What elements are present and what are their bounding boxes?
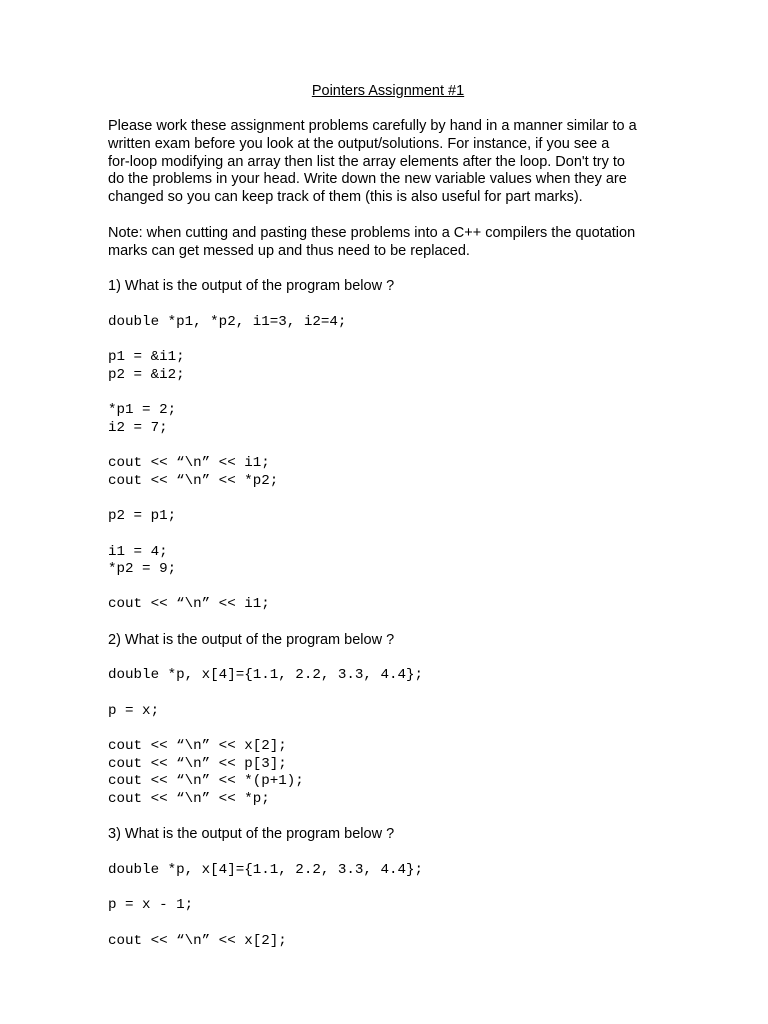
problem-3 — [108, 826, 668, 950]
code-line: cout << “\n” << *p2; — [108, 472, 279, 489]
code-line: double *p, x[4]={1.1, 2.2, 3.3, 4.4}; — [108, 862, 424, 879]
code-line: cout << “\n” << *(p+1); — [108, 773, 304, 790]
note-paragraph — [108, 225, 668, 261]
code-line: cout << “\n” << i1; — [108, 455, 270, 472]
code-line: double *p1, *p2, i1=3, i2=4; — [108, 313, 347, 330]
note-line: Note: when cutting and pasting these problems into a C++ compilers the quotation — [108, 224, 636, 241]
intro-line: Please work these assignment problems carefully by hand in a manner similar to a — [108, 118, 637, 134]
problem-question: 2) What is the output of the program below ? — [108, 631, 395, 648]
intro-line: written exam before you look at the output/solutions. For instance, if you see a — [108, 135, 610, 152]
code-line: cout << “\n” << i1; — [108, 596, 270, 613]
intro-line: for-loop modifying an array then list the array elements after the loop. Don't try to — [108, 153, 625, 170]
code-line: i1 = 4; — [108, 543, 168, 560]
code-line: *p1 = 2; — [108, 402, 177, 419]
code-line: p2 = p1; — [108, 508, 177, 525]
note-line: marks can get messed up and thus need to be replaced. — [108, 242, 470, 259]
code-line: cout << “\n” << x[2]; — [108, 932, 287, 949]
intro-line: changed so you can keep track of them (this is also useful for part marks). — [108, 189, 583, 206]
code-line: double *p, x[4]={1.1, 2.2, 3.3, 4.4}; — [108, 667, 424, 684]
intro-paragraph — [108, 118, 668, 207]
code-line: p1 = &i1; — [108, 349, 185, 366]
problem-1 — [108, 278, 668, 614]
code-line: p = x; — [108, 702, 160, 719]
code-line: cout << “\n” << x[2]; — [108, 738, 287, 755]
intro-line: do the problems in your head. Write down the new variable values when they are — [108, 171, 627, 188]
code-line: cout << “\n” << p[3]; — [108, 755, 287, 772]
problem-2 — [108, 632, 668, 809]
code-line: p2 = &i2; — [108, 366, 185, 383]
document-title: Pointers Assignment #1 — [311, 83, 465, 99]
code-line: i2 = 7; — [108, 419, 168, 436]
problem-question: 3) What is the output of the program below ? — [108, 826, 395, 843]
problem-question: 1) What is the output of the program below ? — [108, 278, 395, 295]
code-line: *p2 = 9; — [108, 561, 177, 578]
document-page — [108, 82, 668, 950]
code-line: p = x - 1; — [108, 897, 194, 914]
code-line: cout << “\n” << *p; — [108, 791, 270, 808]
